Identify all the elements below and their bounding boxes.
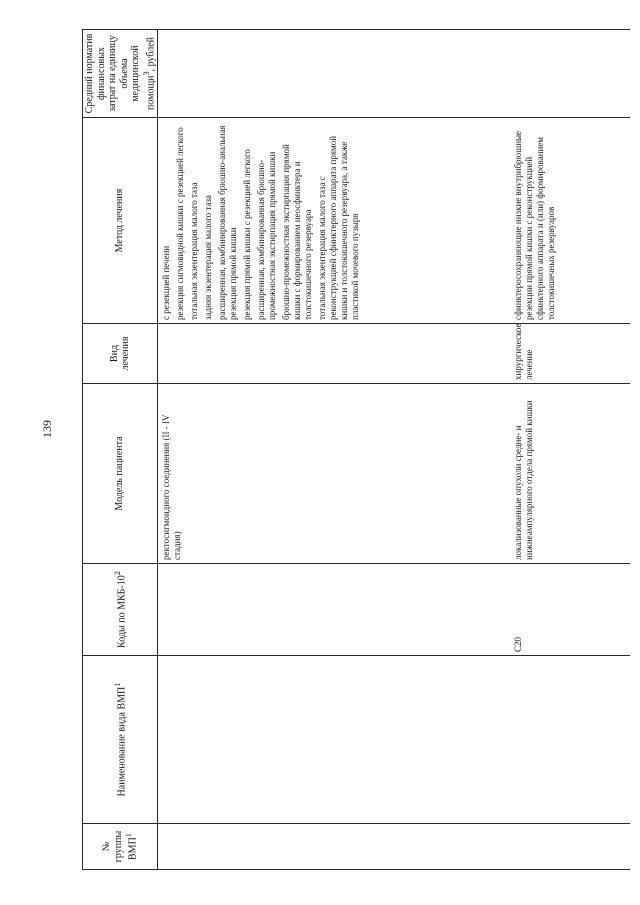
- table-row: [510, 30, 630, 870]
- cell-icd: [158, 564, 510, 656]
- table-row: [158, 30, 510, 870]
- header-row: [83, 30, 158, 870]
- cell-treatment-type: хирургическое лечение: [510, 324, 630, 384]
- cell-vmp-name: [510, 656, 630, 824]
- header-patient-model: Модель пациента: [83, 384, 158, 564]
- method-item: задняя экзентерация малого таза: [203, 195, 214, 320]
- method-item: тотальная экзентерация малого таза: [189, 182, 200, 320]
- method-item: резекция прямой кишки с резекцией легкого: [242, 149, 253, 320]
- rotated-table-container: [82, 30, 622, 870]
- cell-icd: C20: [510, 564, 630, 656]
- method-item: тотальная экзентерация малого таза с реконструкцией сфинктерного аппарата прямой кишки и толстокишечного резервуара, а также пластикой мочевого пузыря: [316, 135, 360, 320]
- method-item: с резекцией печени: [161, 245, 172, 320]
- cell-treatment-type: [158, 324, 510, 384]
- cell-cost: [158, 30, 510, 118]
- vmp-table: [82, 29, 630, 870]
- header-group-no: № группы ВМП$^1$: [83, 824, 158, 870]
- cell-group-no: [158, 824, 510, 870]
- method-item: брюшно-промежностная экстирпация прямой кишки с формированием неосфинктера и толстокишечного резервуара: [281, 144, 313, 320]
- header-vmp-name: Наименование вида ВМП$^1$: [83, 656, 158, 824]
- cell-methods: [510, 118, 630, 324]
- cell-vmp-name: [158, 656, 510, 824]
- header-icd-codes: Коды по МКБ-$10^2$: [83, 564, 158, 656]
- cell-model: локализованные опухоли средне- и нижнеампулярного отдела прямой кишки: [510, 384, 630, 564]
- cell-cost: [510, 30, 630, 118]
- header-cost: Средний норматив финансовых затрат на единицу объема медицинской помощи$^3$, рублей: [83, 30, 158, 118]
- cell-methods: [158, 118, 510, 324]
- method-item: резекция сигмовидной кишки с резекцией легкого: [175, 127, 186, 320]
- header-treatment-type: Вид лечения: [83, 324, 158, 384]
- method-item: сфинктеросохраняющие низкие внутрибрюшные резекции прямой кишки с реконструкцией сфинктерного аппарата и (или) формированием толстокишечных резервуаров: [512, 130, 556, 320]
- method-item: расширенная, комбинированная брюшно-промежностная экстирпация прямой кишки: [256, 151, 278, 320]
- cell-model: ректосигмоидного соединения (II - IV стадия): [158, 384, 510, 564]
- method-item: расширенная, комбинированная брюшно-анальная резекция прямой кишки: [217, 125, 239, 320]
- cell-group-no: [510, 824, 630, 870]
- page-number: 139: [40, 420, 54, 438]
- header-treatment-method: Метод лечения: [83, 118, 158, 324]
